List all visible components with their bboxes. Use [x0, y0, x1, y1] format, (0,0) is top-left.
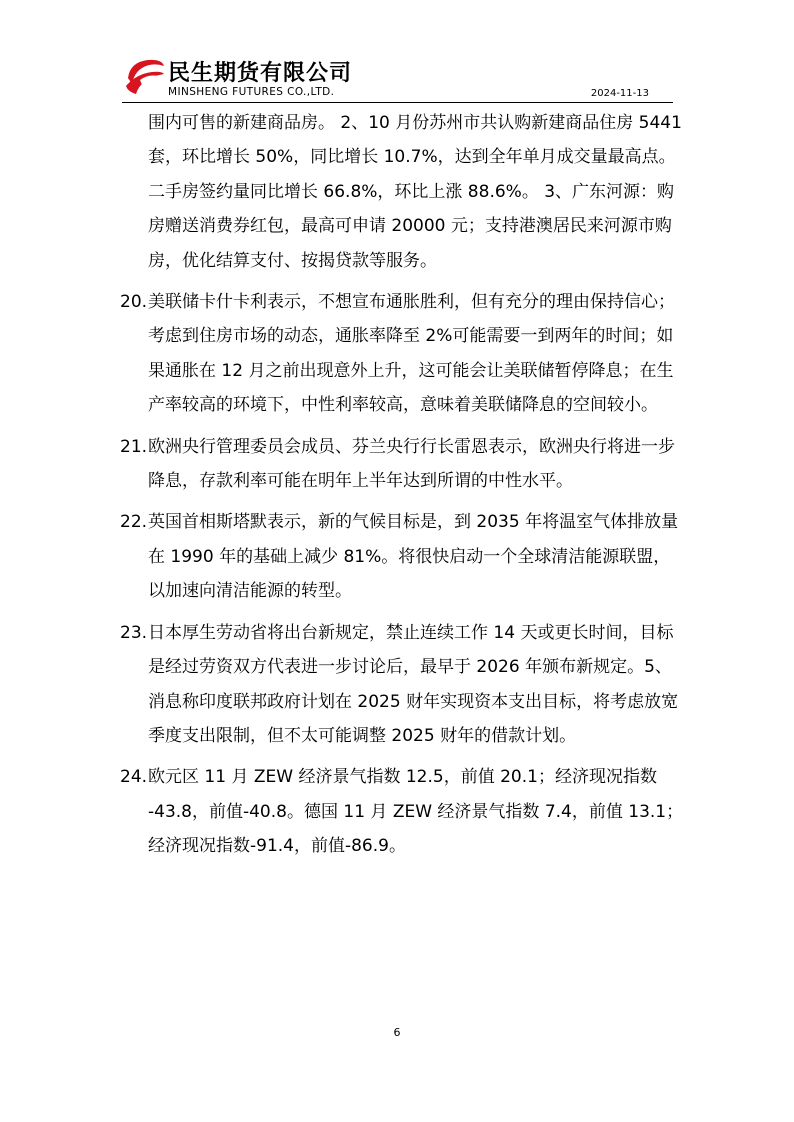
continuation-paragraph: 围内可售的新建商品房。 2、10 月份苏州市共认购新建商品住房 5441 套，环比增长 50%，同比增长 10.7%，达到全年单月成交量最高点。二手房签约量同比增长 66.8%，环比上涨 88.6%。 3、广东河源：购房赠送消费券红包，最高可申请 20000 元；支持港澳居民来河源市购房，优化结算支付、按揭贷款等服务。 [148, 113, 682, 271]
company-name-en: MINSHENG FUTURES CO.,LTD. [168, 86, 335, 98]
company-logo [122, 52, 372, 104]
page-number: 6 [393, 1026, 401, 1039]
report-date: 2024-11-13 [590, 88, 649, 99]
list-item [120, 430, 685, 499]
item-text: 日本厚生劳动省将出台新规定，禁止连续工作 14 天或更长时间，目标是经过劳资双方代表进一步讨论后，最早于 2026 年颁布新规定。5、消息称印度联邦政府计划在 2025 财年实现资本支出目标，将考虑放宽季度支出限制，但不太可能调整 2025 财年的借款计划。 [148, 622, 679, 746]
item-number: 22. [120, 512, 148, 533]
list-item [120, 616, 685, 754]
list-item [120, 285, 685, 423]
list-item [120, 505, 685, 608]
item-text: 欧洲央行管理委员会成员、芬兰央行行长雷恩表示，欧洲央行将进一步降息，存款利率可能在明年上半年达到所谓的中性水平。 [148, 436, 675, 492]
item-text: 美联储卡什卡利表示，不想宣布通胀胜利，但有充分的理由保持信心；考虑到住房市场的动态，通胀率降至 2%可能需要一到两年的时间；如果通胀在 12 月之前出现意外上升，这可能会让美联储暂停降息；在生产率较高的环境下，中性利率较高，意味着美联储降息的空间较小。 [148, 292, 675, 416]
list-item [120, 760, 685, 863]
item-number: 23. [120, 622, 148, 643]
document-body [120, 106, 685, 871]
header-divider [122, 102, 673, 103]
minsheng-logo-icon [122, 56, 166, 96]
item-number: 21. [120, 436, 148, 457]
item-number: 20. [120, 292, 148, 313]
company-name-cn: 民生期货有限公司 [168, 61, 353, 86]
item-text: 欧元区 11 月 ZEW 经济景气指数 12.5，前值 20.1；经济现况指数 -43.8，前值-40.8。德国 11 月 ZEW 经济景气指数 7.4，前值 13.1；经济现况指数-91.4，前值-86.9。 [148, 767, 684, 857]
item-text: 英国首相斯塔默表示，新的气候目标是，到 2035 年将温室气体排放量在 1990 年的基础上减少 81%。将很快启动一个全球清洁能源联盟，以加速向清洁能源的转型。 [148, 512, 679, 602]
item-number: 24. [120, 767, 148, 788]
page-header [0, 0, 794, 110]
